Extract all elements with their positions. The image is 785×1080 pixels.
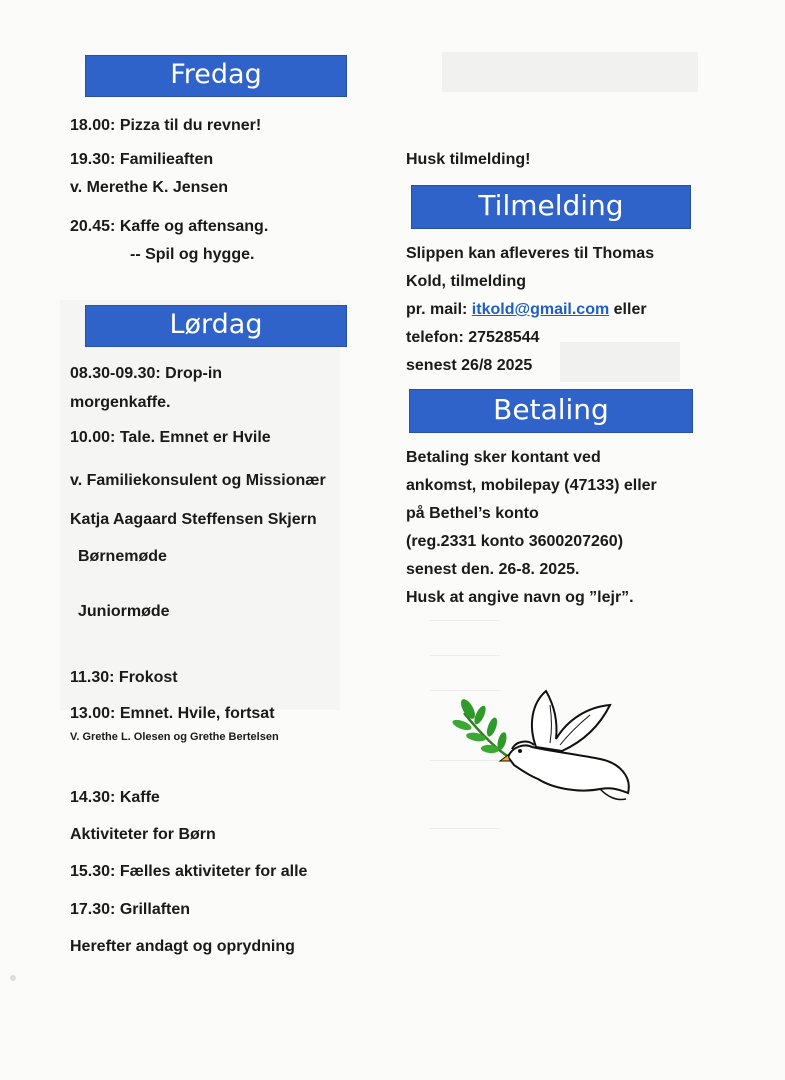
fredag-line: 20.45: Kaffe og aftensang. (70, 218, 269, 235)
tilmelding-line: telefon: 27528544 (406, 329, 540, 346)
lordag-line: 11.30: Frokost (70, 669, 178, 686)
mail-prefix: pr. mail: (406, 301, 472, 318)
bleed-through-box-top (442, 52, 698, 92)
betaling-line: Husk at angive navn og ”lejr”. (406, 589, 634, 606)
betaling-line: (reg.2331 konto 3600207260) (406, 533, 624, 550)
tilmelding-mail-line (406, 296, 647, 324)
betaling-line: på Bethel’s konto (406, 505, 539, 522)
bleed-through-line (430, 620, 500, 621)
lordag-line: 08.30-09.30: Drop-in (70, 365, 223, 382)
lordag-line: 13.00: Emnet. Hvile, fortsat (70, 705, 275, 722)
lordag-line: 10.00: Tale. Emnet er Hvile (70, 429, 271, 446)
lordag-line: 14.30: Kaffe (70, 789, 160, 806)
lordag-line: Aktiviteter for Børn (70, 826, 216, 843)
lordag-line: Juniormøde (78, 603, 170, 620)
betaling-title: Betaling (493, 393, 609, 426)
betaling-banner (410, 390, 692, 432)
tilmelding-banner (412, 186, 690, 228)
lordag-line: morgenkaffe. (70, 394, 171, 411)
punch-hole-mark (10, 975, 16, 981)
lordag-line: Børnemøde (78, 548, 167, 565)
tilmelding-line: senest 26/8 2025 (406, 357, 533, 374)
fredag-line: -- Spil og hygge. (130, 246, 255, 263)
betaling-line: Betaling sker kontant ved (406, 449, 601, 466)
dove-icon (450, 685, 640, 805)
lordag-banner (86, 306, 346, 346)
bleed-through-line (430, 828, 500, 829)
fredag-title: Fredag (170, 59, 262, 90)
bleed-through-box-mid (560, 342, 680, 382)
reminder-text: Husk tilmelding! (406, 151, 531, 168)
betaling-line: senest den. 26-8. 2025. (406, 561, 580, 578)
email-link[interactable]: itkold@gmail.com (471, 301, 610, 318)
lordag-line: Katja Aagaard Steffensen Skjern (70, 511, 317, 528)
lordag-line: 15.30: Fælles aktiviteter for alle (70, 863, 308, 880)
fredag-line: v. Merethe K. Jensen (70, 179, 228, 196)
fredag-banner (86, 56, 346, 96)
lordag-line: v. Familiekonsulent og Missionær (70, 472, 326, 489)
mail-suffix: eller (609, 301, 647, 318)
lordag-line: Herefter andagt og oprydning (70, 938, 295, 955)
betaling-line: ankomst, mobilepay (47133) eller (406, 477, 657, 494)
tilmelding-title: Tilmelding (478, 189, 624, 222)
tilmelding-line: Slippen kan afleveres til Thomas (406, 245, 655, 262)
tilmelding-line: Kold, tilmelding (406, 273, 526, 290)
lordag-title: Lørdag (169, 309, 263, 340)
bleed-through-line (430, 655, 500, 656)
fredag-line: 19.30: Familieaften (70, 151, 214, 168)
fredag-line: 18.00: Pizza til du revner! (70, 117, 262, 134)
lordag-small-line: V. Grethe L. Olesen og Grethe Bertelsen (70, 731, 279, 743)
lordag-line: 17.30: Grillaften (70, 901, 191, 918)
